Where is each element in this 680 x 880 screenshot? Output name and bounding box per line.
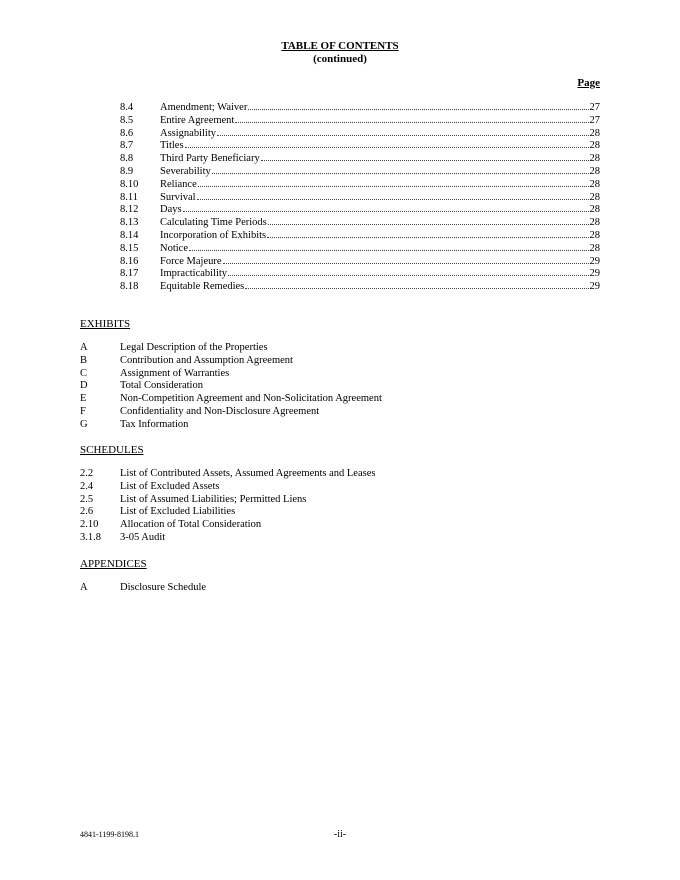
exhibits-item [80, 406, 600, 419]
exhibits-item [80, 380, 600, 393]
toc-row-leader [198, 177, 589, 187]
toc-row-label: Titles [160, 140, 184, 152]
toc-row-leader [235, 113, 588, 123]
schedules-item-code: 2.4 [80, 480, 94, 492]
exhibits-item-code: E [80, 393, 87, 405]
exhibits-item-code: C [80, 367, 88, 379]
toc-row-label: Amendment; Waiver [160, 102, 248, 113]
schedules-item [80, 468, 600, 481]
toc-row-number: 8.14 [120, 229, 139, 241]
exhibits-item-code: D [80, 380, 88, 392]
toc-row-page: 28 [589, 140, 600, 152]
exhibits-list [80, 342, 600, 432]
toc-row-page: 27 [589, 114, 600, 126]
schedules-item [80, 494, 600, 507]
exhibits-item [80, 342, 600, 355]
schedules-item-label: List of Excluded Assets [120, 480, 220, 492]
toc-row-label: Third Party Beneficiary [160, 153, 260, 165]
toc-row-number: 8.9 [120, 165, 134, 177]
toc-row-number: 8.6 [120, 127, 134, 139]
toc-subtitle: (continued) [313, 53, 367, 65]
toc-row-page: 28 [589, 242, 600, 254]
exhibits-item [80, 419, 600, 432]
toc-row [120, 113, 600, 126]
exhibits-item-label: Non-Competition Agreement and Non-Solicitation Agreement [120, 393, 382, 405]
toc-row [120, 126, 600, 139]
toc-row-leader [223, 254, 589, 264]
exhibits-heading: EXHIBITS [80, 318, 131, 330]
toc-row [120, 266, 600, 279]
exhibits-item [80, 368, 600, 381]
toc-row-page: 28 [589, 204, 600, 216]
toc-row-number: 8.4 [120, 102, 134, 113]
toc-row-page: 29 [589, 281, 600, 293]
toc-row-label: Force Majeure [160, 255, 222, 267]
appendices-heading: APPENDICES [80, 558, 147, 570]
toc-row-leader [228, 266, 588, 276]
schedules-item-code: 2.5 [80, 493, 94, 505]
exhibits-item-code: F [80, 405, 86, 417]
page-number: -ii- [333, 829, 347, 840]
toc-row-leader [261, 151, 589, 161]
toc-row-leader [197, 190, 589, 200]
toc-row-label: Severability [160, 165, 211, 177]
schedules-section [80, 444, 600, 545]
toc-row-leader [185, 138, 589, 148]
schedules-item-label: List of Contributed Assets, Assumed Agreements and Leases [120, 468, 376, 479]
toc-row [120, 228, 600, 241]
toc-row-page: 28 [589, 153, 600, 165]
toc-row-leader [248, 100, 588, 110]
exhibits-item [80, 393, 600, 406]
toc-row-leader [189, 241, 589, 251]
toc-row [120, 100, 600, 113]
exhibits-item-label: Legal Description of the Properties [120, 342, 268, 353]
schedules-item [80, 506, 600, 519]
toc-row [120, 190, 600, 203]
schedules-item-code: 2.6 [80, 506, 94, 518]
toc-row-number: 8.13 [120, 217, 139, 229]
toc-row [120, 241, 600, 254]
toc-row-page: 28 [589, 229, 600, 241]
toc-row-label: Equitable Remedies [160, 281, 245, 293]
toc-list [120, 100, 600, 292]
schedules-item [80, 481, 600, 494]
toc-row [120, 215, 600, 228]
toc-row [120, 138, 600, 151]
schedules-item-label: List of Assumed Liabilities; Permitted Liens [120, 493, 307, 505]
toc-row-number: 8.8 [120, 153, 134, 165]
toc-row-number: 8.15 [120, 242, 139, 254]
toc-row-label: Assignability [160, 127, 217, 139]
exhibits-item [80, 355, 600, 368]
page-column-label: Page [577, 77, 600, 89]
exhibits-item-code: A [80, 342, 88, 353]
toc-title-block [0, 40, 680, 66]
toc-row-page: 27 [589, 102, 600, 113]
toc-row-label: Survival [160, 191, 196, 203]
schedules-item-code: 2.10 [80, 519, 99, 531]
toc-row-number: 8.5 [120, 114, 134, 126]
schedules-item-label: List of Excluded Liabilities [120, 506, 236, 518]
toc-row-leader [267, 228, 588, 238]
toc-row-leader [183, 202, 589, 212]
document-id: 4841-1199-8198.1 [80, 830, 140, 839]
appendices-list [80, 582, 600, 595]
schedules-heading: SCHEDULES [80, 444, 144, 456]
schedules-item-code: 2.2 [80, 468, 94, 479]
exhibits-item-label: Contribution and Assumption Agreement [120, 354, 293, 366]
toc-row [120, 164, 600, 177]
toc-row-label: Entire Agreement [160, 114, 235, 126]
toc-row-page: 28 [589, 165, 600, 177]
appendices-section [80, 558, 600, 595]
toc-row [120, 151, 600, 164]
toc-row-number: 8.12 [120, 204, 139, 216]
toc-row-label: Days [160, 204, 182, 216]
exhibits-item-label: Total Consideration [120, 380, 203, 392]
toc-row-label: Calculating Time Periods [160, 217, 267, 229]
toc-row-number: 8.16 [120, 255, 139, 267]
toc-row-number: 8.18 [120, 281, 139, 293]
toc-row [120, 202, 600, 215]
toc-row-label: Notice [160, 242, 188, 254]
toc-row-leader [268, 215, 589, 225]
toc-row [120, 254, 600, 267]
toc-row-page: 29 [589, 268, 600, 280]
toc-row-number: 8.7 [120, 140, 134, 152]
toc-row-number: 8.10 [120, 178, 139, 190]
toc-row-leader [212, 164, 589, 174]
exhibits-item-code: B [80, 354, 88, 366]
toc-row-leader [217, 126, 588, 136]
toc-row-page: 28 [589, 191, 600, 203]
appendices-item-code: A [80, 582, 88, 593]
toc-row-number: 8.17 [120, 268, 139, 280]
appendices-item-label: Disclosure Schedule [120, 582, 207, 593]
schedules-item [80, 519, 600, 532]
schedules-item-label: 3-05 Audit [120, 531, 166, 543]
schedules-list [80, 468, 600, 545]
toc-title: TABLE OF CONTENTS [281, 40, 399, 52]
toc-row-label: Reliance [160, 178, 197, 190]
appendices-item [80, 582, 600, 595]
exhibits-item-label: Assignment of Warranties [120, 367, 230, 379]
exhibits-item-code: G [80, 418, 88, 430]
toc-row-page: 28 [589, 127, 600, 139]
toc-row-label: Incorporation of Exhibits [160, 229, 267, 241]
toc-row-number: 8.11 [120, 191, 138, 203]
schedules-item-label: Allocation of Total Consideration [120, 519, 262, 531]
toc-row-page: 28 [589, 217, 600, 229]
exhibits-section [80, 318, 600, 432]
toc-row-leader [245, 279, 588, 289]
toc-row-page: 28 [589, 178, 600, 190]
exhibits-item-label: Tax Information [120, 418, 189, 430]
schedules-item-code: 3.1.8 [80, 531, 101, 543]
toc-row-page: 29 [589, 255, 600, 267]
schedules-item [80, 532, 600, 545]
toc-row-label: Impracticability [160, 268, 228, 280]
toc-row [120, 279, 600, 292]
exhibits-item-label: Confidentiality and Non-Disclosure Agreement [120, 405, 320, 417]
toc-row [120, 177, 600, 190]
